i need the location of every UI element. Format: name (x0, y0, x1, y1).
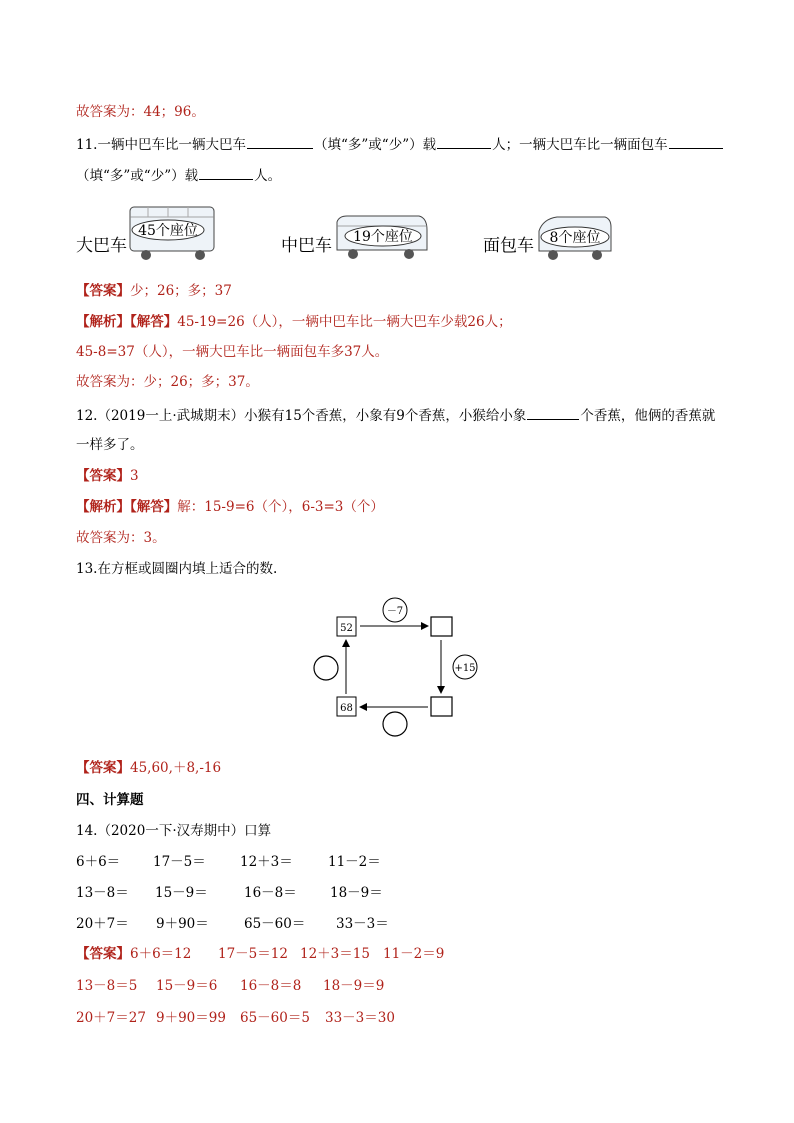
q14-ans-r1-c0: 13－8＝5 (76, 978, 138, 994)
q13-prompt: 13.在方框或圆圈内填上适合的数. (76, 561, 278, 577)
q11-blank-2[interactable] (437, 135, 491, 149)
circle-right-value: +15 (454, 663, 476, 674)
q14-ans-r1-c2: 16－8＝8 (240, 978, 302, 994)
q14-r1-c2: 16－8＝ (244, 885, 297, 901)
circle-left[interactable] (314, 656, 338, 680)
q13-diagram (300, 590, 480, 750)
q12-answer-tag: 【答案】 (76, 468, 130, 484)
q12-analysis-line (76, 498, 384, 516)
q12-answer: 3 (130, 468, 139, 484)
q11-blank-1[interactable] (247, 135, 313, 149)
q14-ans-r1-c3: 18－9＝9 (323, 978, 385, 994)
q14-r0-c3: 11－2＝ (328, 854, 381, 870)
q11-line-2 (76, 166, 281, 185)
q14-r2-c0: 20＋7＝ (76, 916, 129, 932)
q12-text-c: 一样多了。 (76, 437, 144, 453)
q11-text-c: 人；一辆大巴车比一辆面包车 (492, 137, 668, 153)
q11-answer-tag: 【答案】 (76, 283, 130, 299)
q14-ans-r1-c1: 15－9＝6 (156, 978, 218, 994)
q11-text-a: 11.一辆中巴车比一辆大巴车 (76, 137, 246, 153)
q14-r2-c1: 9＋90＝ (156, 916, 209, 932)
q14-prompt: 14.（2020一下·汉寿期中）口算 (76, 823, 272, 839)
q11-answer-line (76, 282, 232, 300)
q14-ans-r2-c3: 33－3＝30 (325, 1010, 395, 1026)
q11-text-e: 人。 (254, 168, 282, 184)
q14-r1-c3: 18－9＝ (330, 885, 383, 901)
q12-blank[interactable] (527, 406, 579, 420)
van-image (535, 213, 615, 265)
q12-answer-line (76, 467, 139, 485)
q14-answer-line-0 (76, 945, 191, 963)
big-bus-seats: 45个座位 (138, 223, 198, 239)
prev-conclusion: 故答案为：44；96。 (76, 104, 205, 120)
q11-line-1 (76, 135, 724, 154)
vehicle-label-big-bus: 大巴车 (76, 236, 127, 256)
q14-ans-r2-c2: 65－60＝5 (240, 1010, 310, 1026)
mid-bus-seats: 19个座位 (353, 229, 413, 245)
q11-analysis-tag: 【解析】【解答】 (76, 314, 178, 330)
q14-answer-tag: 【答案】 (76, 946, 130, 962)
q11-analysis-2: 45-8=37（人），一辆大巴车比一辆面包车多37人。 (76, 344, 389, 360)
q11-analysis-1: 45-19=26（人），一辆中巴车比一辆大巴车少载26人； (177, 314, 512, 330)
vehicle-label-mid-bus: 中巴车 (281, 236, 332, 256)
q11-conclusion: 故答案为：少；26；多；37。 (76, 374, 259, 390)
q14-r0-c1: 17－5＝ (153, 854, 206, 870)
q12-conclusion: 故答案为：3。 (76, 530, 166, 546)
section-title: 四、计算题 (76, 792, 144, 808)
q11-answer: 少；26；多；37 (130, 283, 232, 299)
q14-ans-r0-c0: 6＋6＝12 (130, 946, 192, 962)
q14-r2-c2: 65－60＝ (244, 916, 306, 932)
q14-r1-c1: 15－9＝ (155, 885, 208, 901)
q12-text-a: 12.（2019一上·武城期末）小猴有15个香蕉，小象有9个香蕉，小猴给小象 (76, 408, 527, 424)
q14-ans-r0-c2: 12＋3＝15 (300, 946, 370, 962)
box-bottom-left-value: 68 (340, 703, 353, 714)
q11-blank-4[interactable] (199, 166, 253, 180)
q13-answer-line (76, 759, 221, 777)
box-top-right[interactable] (431, 617, 452, 636)
q14-r0-c2: 12＋3＝ (240, 854, 293, 870)
box-top-left-value: 52 (340, 623, 353, 634)
q12-line-1 (76, 406, 715, 425)
box-bottom-right[interactable] (431, 697, 452, 716)
q14-ans-r2-c0: 20＋7＝27 (76, 1010, 146, 1026)
q12-analysis: 解：15-9=6（个），6-3=3（个） (177, 499, 384, 515)
q14-r1-c0: 13－8＝ (76, 885, 129, 901)
q12-text-b: 个香蕉，他俩的香蕉就 (580, 408, 716, 424)
q14-ans-r0-c3: 11－2＝9 (383, 946, 445, 962)
big-bus-image (128, 203, 218, 263)
q14-ans-r2-c1: 9＋90＝99 (156, 1010, 226, 1026)
mid-bus-image (333, 212, 431, 264)
circle-top-value: －7 (386, 606, 404, 617)
vehicle-label-van: 面包车 (483, 236, 534, 256)
q14-ans-r0-c1: 17－5＝12 (218, 946, 288, 962)
q11-text-d: （填“多”或“少”）载 (76, 168, 199, 184)
van-seats: 8个座位 (549, 230, 601, 246)
q14-r2-c3: 33－3＝ (336, 916, 389, 932)
q13-answer-tag: 【答案】 (76, 760, 130, 776)
q12-analysis-tag: 【解析】【解答】 (76, 499, 178, 515)
q13-answer: 45,60,＋8,-16 (130, 760, 222, 776)
q11-blank-3[interactable] (669, 135, 723, 149)
q11-analysis-line-1 (76, 313, 512, 331)
circle-bottom[interactable] (383, 712, 407, 736)
q14-r0-c0: 6＋6＝ (76, 854, 121, 870)
q11-text-b: （填“多”或“少”）载 (313, 137, 437, 153)
